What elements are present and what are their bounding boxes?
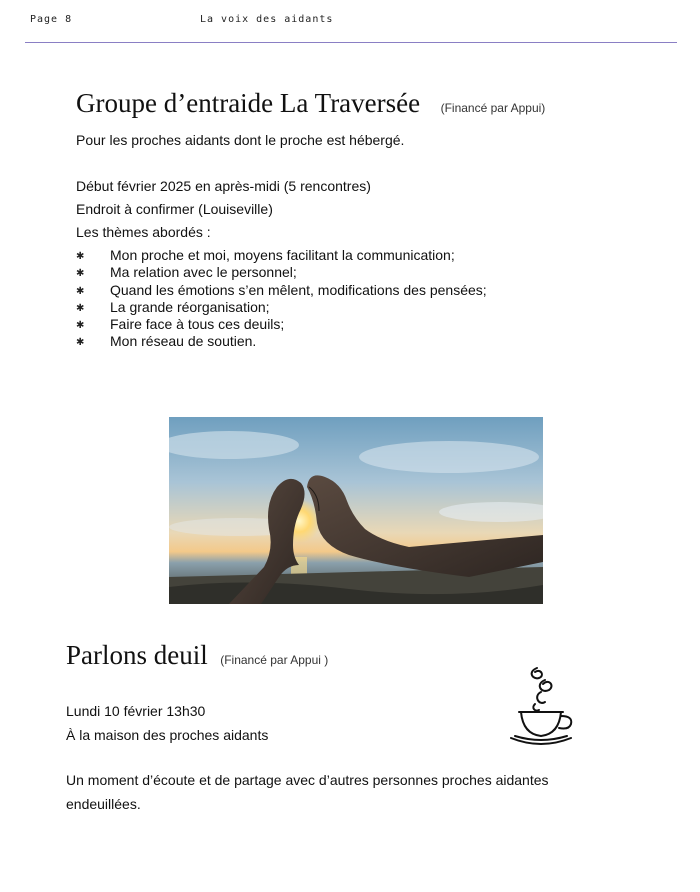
grief-description-line1: Un moment d’écoute et de partage avec d’autres personnes proches aidantes: [66, 772, 549, 788]
list-item: ✱ Mon proche et moi, moyens facilitant la communication;: [76, 247, 455, 263]
bullet-icon: ✱: [76, 268, 85, 280]
header-divider: [25, 42, 677, 43]
bullet-icon: ✱: [76, 337, 85, 349]
grief-title: Parlons deuil: [66, 640, 208, 670]
grief-title-row: [66, 640, 328, 671]
hands-heart-sunset-photo: [169, 417, 543, 604]
list-item: ✱ La grande réorganisation;: [76, 298, 270, 315]
group-title: Groupe d’entraide La Traversée: [76, 88, 421, 118]
bullet-icon: ✱: [76, 320, 85, 332]
grief-funding-note: (Financé par Appui ): [220, 653, 329, 667]
grief-place: À la maison des proches aidants: [66, 727, 269, 743]
list-item: ✱ Ma relation avec le personnel;: [76, 264, 297, 281]
bullet-icon: ✱: [76, 302, 85, 314]
group-schedule: Début février 2025 en après-midi (5 rencontres): [76, 178, 371, 194]
themes-label: Les thèmes abordés :: [76, 224, 211, 240]
list-item: ✱ Quand les émotions s’en mêlent, modifications des pensées;: [76, 281, 487, 298]
page-number: Page 8: [30, 14, 73, 25]
group-title-row: [76, 88, 545, 119]
group-funding-note: (Financé par Appui): [440, 101, 546, 115]
coffee-cup-icon: [505, 664, 577, 748]
grief-date: Lundi 10 février 13h30: [66, 703, 206, 719]
group-location: Endroit à confirmer (Louiseville): [76, 201, 273, 217]
list-item: ✱ Faire face à tous ces deuils;: [76, 316, 285, 333]
grief-description-line2: endeuillées.: [66, 796, 141, 812]
publication-title: La voix des aidants: [200, 14, 334, 25]
bullet-icon: ✱: [76, 251, 85, 262]
bullet-icon: ✱: [76, 285, 85, 297]
themes-list: [76, 247, 487, 351]
group-subtitle: Pour les proches aidants dont le proche est hébergé.: [76, 132, 405, 148]
page-header: [0, 0, 700, 44]
list-item: ✱ Mon réseau de soutien.: [76, 333, 257, 350]
